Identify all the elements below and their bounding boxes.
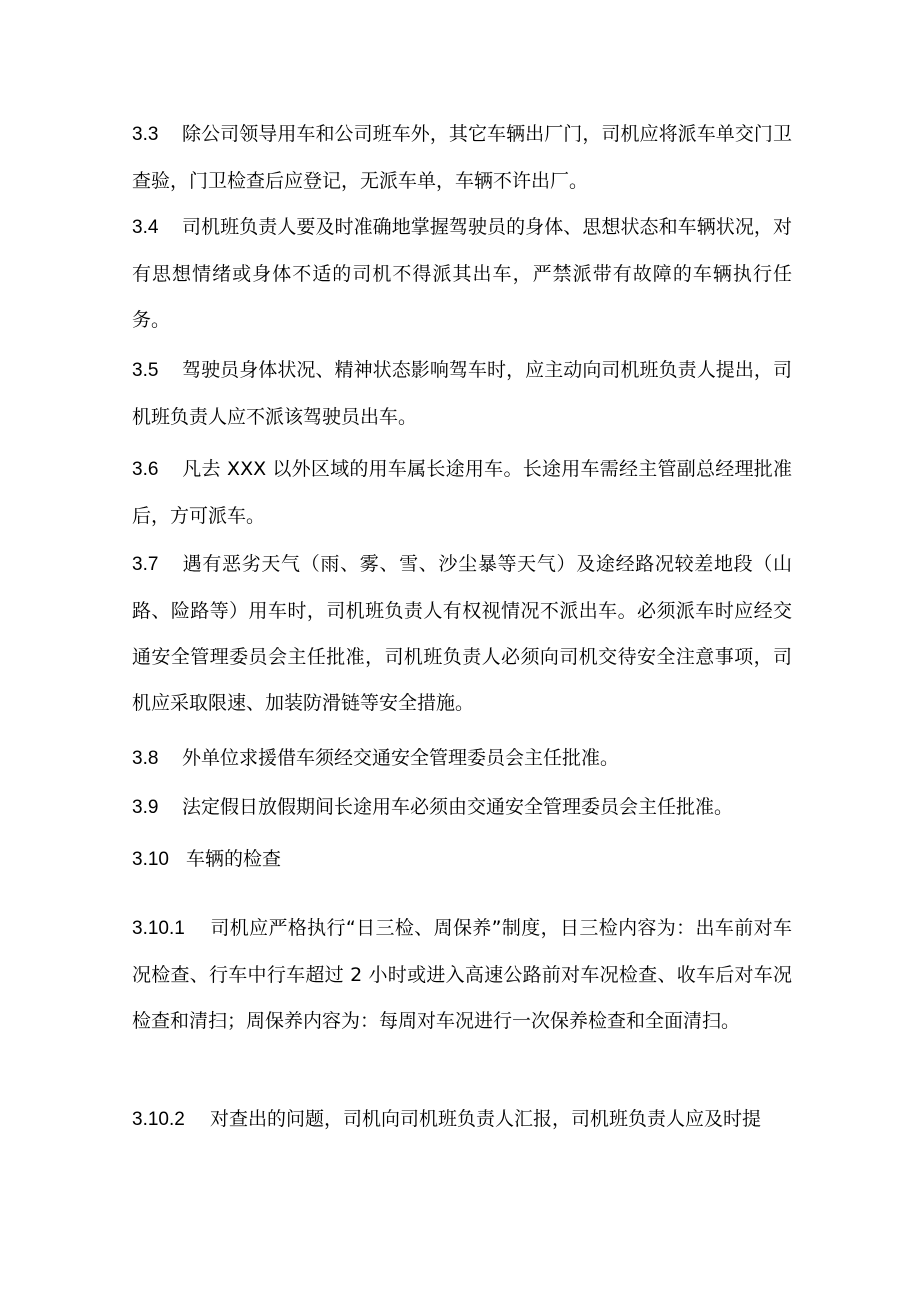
clause-3-9 (132, 784, 792, 831)
clause-text: 法定假日放假期间长途用车必须由交通安全管理委员会主任批准。 (182, 796, 734, 818)
clause-text: 司机班负责人要及时准确地掌握驾驶员的身体、思想状态和车辆状况，对有思想情绪或身体不适的司机不得派其出车，严禁派带有故障的车辆执行任务。 (132, 216, 792, 331)
clause-text: 外单位求援借车须经交通安全管理委员会主任批准。 (182, 747, 620, 769)
section-number: 3.10 (132, 849, 169, 870)
clause-3-8 (132, 735, 792, 782)
section-title: 车辆的检查 (186, 848, 282, 870)
section-3-10-heading (132, 836, 792, 883)
clause-number: 3.4 (132, 217, 159, 238)
clause-number: 3.10.2 (132, 1109, 185, 1130)
clause-text: 除公司领导用车和公司班车外，其它车辆出厂门，司机应将派车单交门卫查验，门卫检查后应登记，无派车单，车辆不许出厂。 (132, 123, 792, 192)
clause-number: 3.10.1 (132, 918, 185, 939)
clause-3-7 (132, 541, 792, 726)
clause-3-6 (132, 446, 792, 539)
clause-text: 遇有恶劣天气（雨、雾、雪、沙尘暴等天气）及途经路况较差地段（山路、险路等）用车时，司机班负责人有权视情况不派出车。必须派车时应经交通安全管理委员会主任批准，司机班负责人必须向司机交待安全注意事项，司机应采取限速、加装防滑链等安全措施。 (132, 553, 792, 714)
clause-number: 3.9 (132, 797, 159, 818)
clause-text: 驾驶员身体状况、精神状态影响驾车时，应主动向司机班负责人提出，司机班负责人应不派该驾驶员出车。 (132, 359, 792, 428)
clause-number: 3.3 (132, 124, 159, 145)
clause-text: 凡去 XXX 以外区域的用车属长途用车。长途用车需经主管副总经理批准后，方可派车。 (132, 458, 792, 527)
clause-number: 3.8 (132, 748, 159, 769)
clause-number: 3.5 (132, 360, 159, 381)
clause-3-10-1 (132, 905, 792, 1044)
clause-3-10-2 (132, 1096, 792, 1143)
clause-3-3 (132, 111, 792, 204)
clause-number: 3.7 (132, 554, 159, 575)
clause-3-4 (132, 204, 792, 343)
clause-text: 司机应严格执行“日三检、周保养”制度，日三检内容为：出车前对车况检查、行车中行车超过 2 小时或进入高速公路前对车况检查、收车后对车况检查和清扫；周保养内容为：每周对车况进行一次保养检查和全面清扫。 (132, 917, 792, 1032)
clause-3-5 (132, 347, 792, 440)
clause-number: 3.6 (132, 459, 159, 480)
clause-text: 对查出的问题，司机向司机班负责人汇报，司机班负责人应及时提 (210, 1108, 762, 1130)
